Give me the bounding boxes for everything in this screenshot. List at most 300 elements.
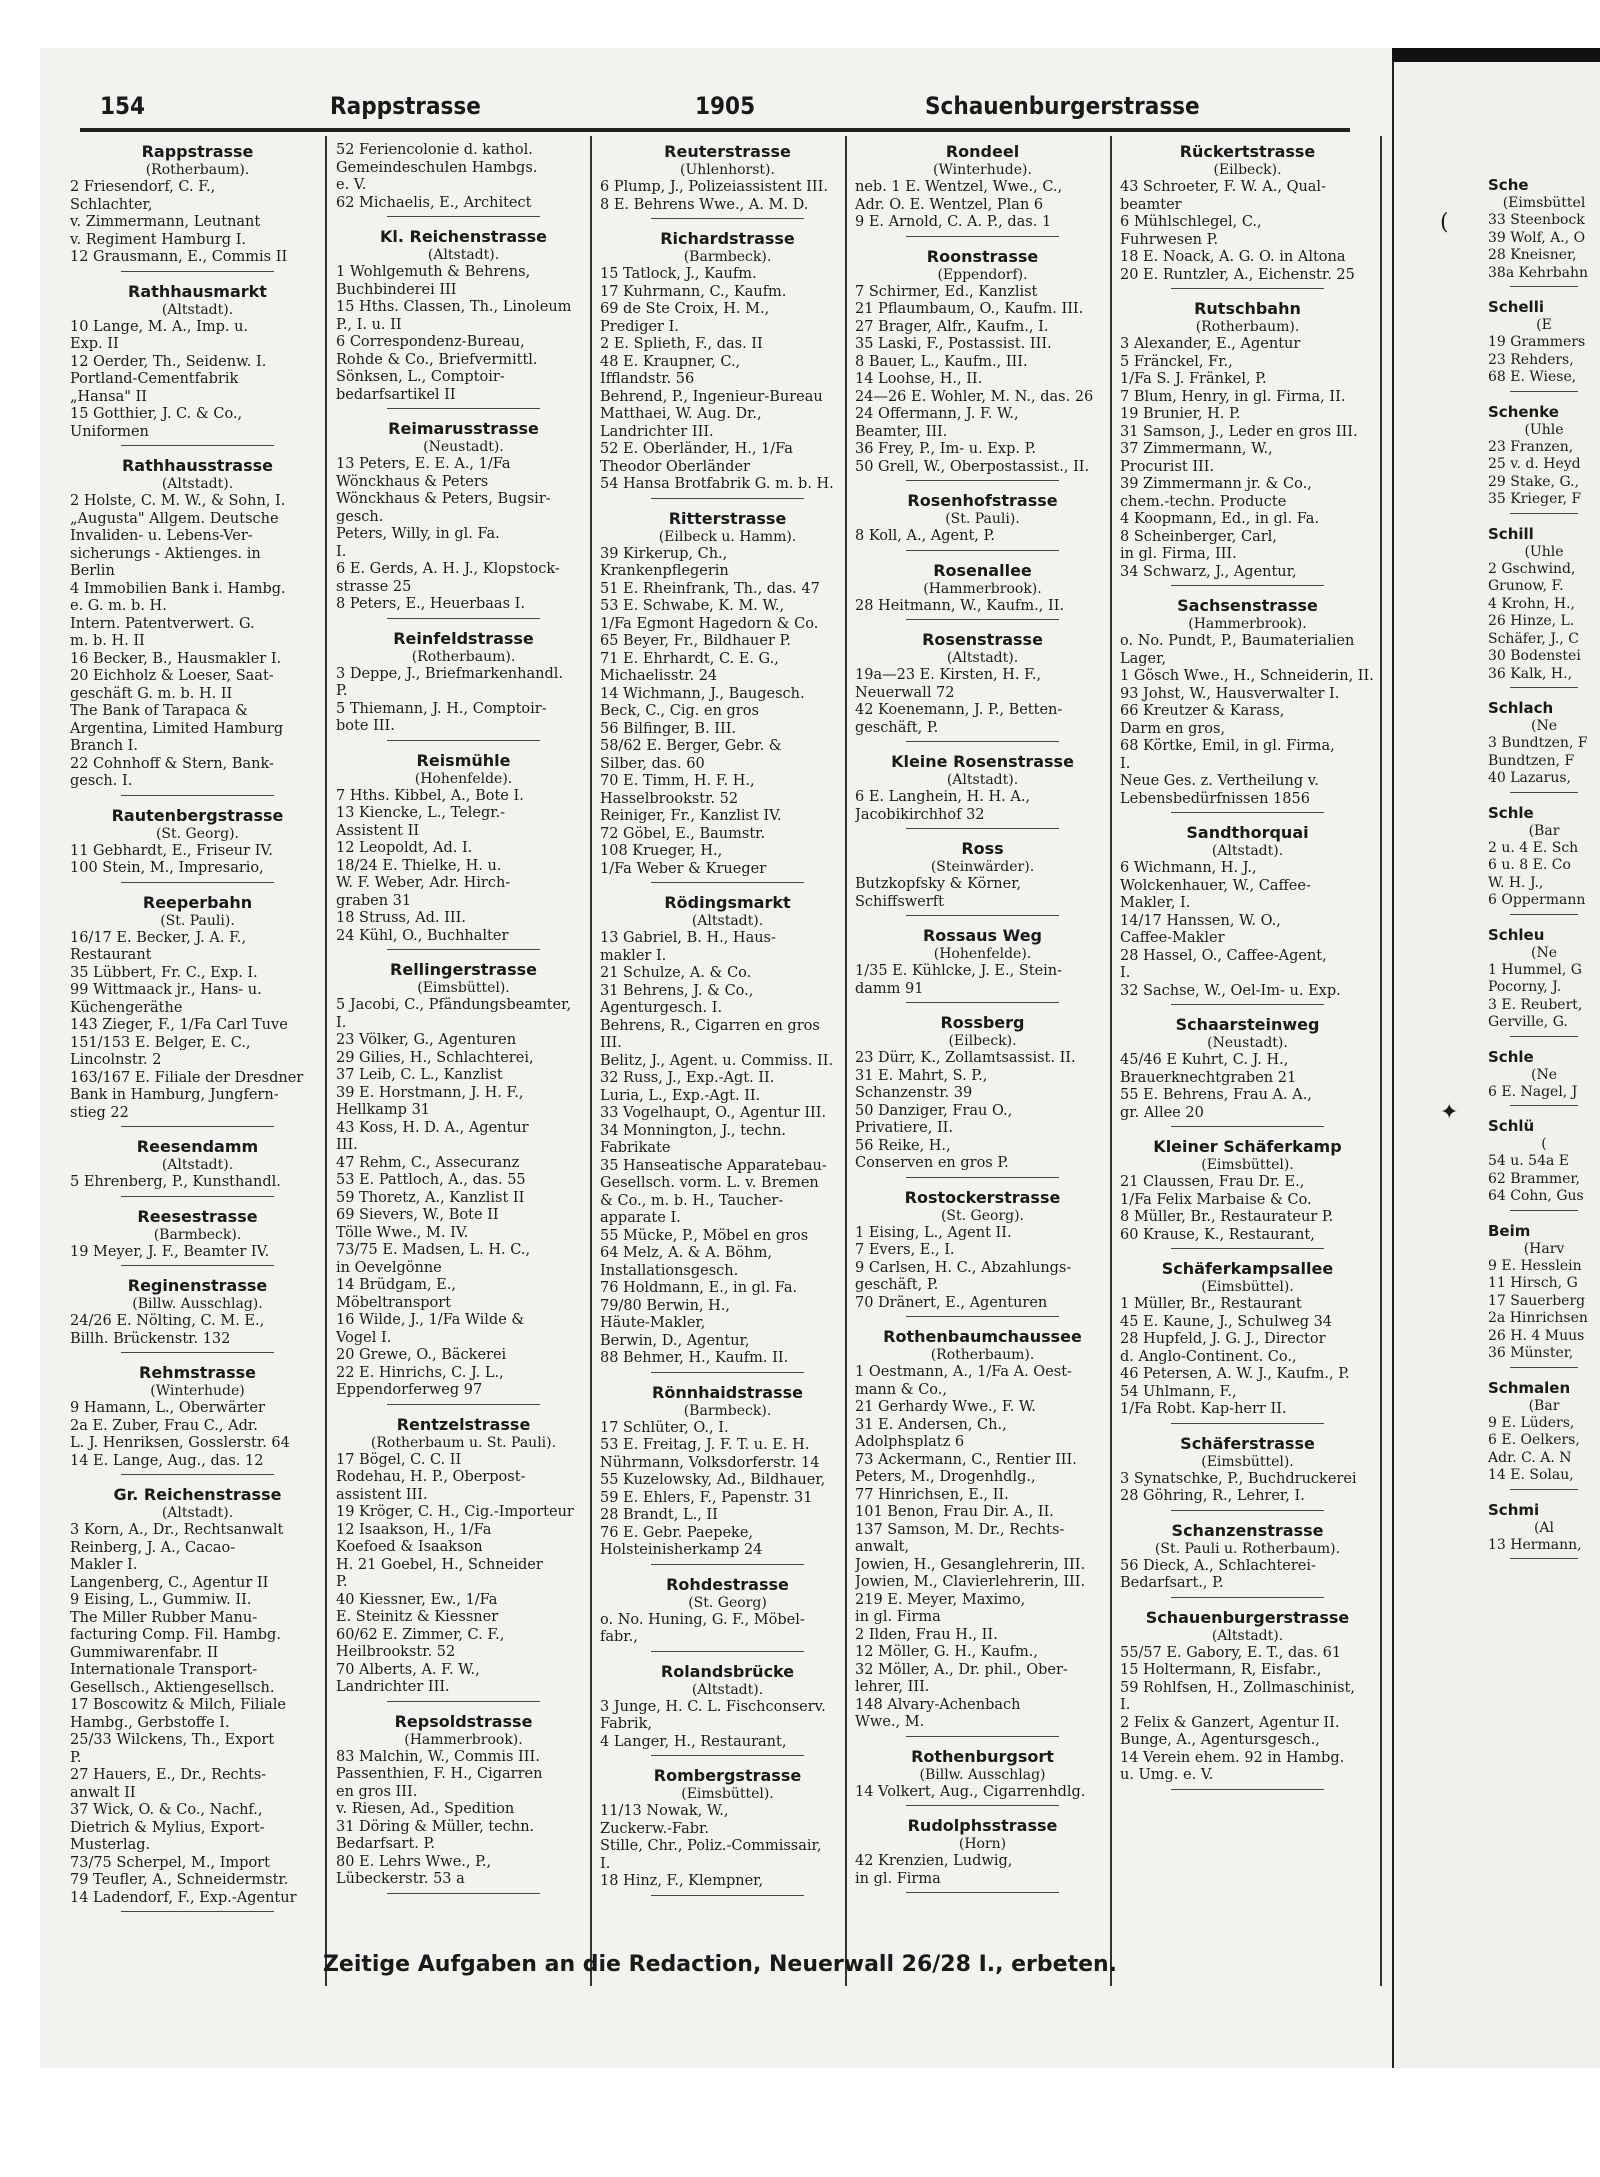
street-section: [1120, 142, 1375, 289]
directory-entry: 5 Thiemann, J. H., Comptoir-: [336, 700, 547, 717]
section-rule: [651, 218, 804, 219]
page-number: 154: [100, 92, 146, 120]
directory-entry: 30 Bodenstei: [1488, 648, 1581, 664]
district-name: (Ne: [1531, 1066, 1557, 1083]
directory-entry: Neuerwall 72: [855, 684, 955, 701]
directory-entry: assistent III.: [336, 1486, 428, 1503]
directory-entry: 28 Hassel, O., Caffee-Agent,: [1120, 947, 1327, 964]
directory-entry: 28 Brandt, L., II: [600, 1507, 718, 1523]
section-rule: [906, 1002, 1059, 1003]
directory-entry: Uniformen: [70, 423, 149, 440]
directory-entry: mann & Co.,: [855, 1381, 947, 1398]
street-section: [336, 227, 591, 409]
section-rule: [906, 236, 1059, 237]
directory-entry: 36 Münster,: [1488, 1345, 1574, 1361]
directory-entry: 23 Dürr, K., Zollamtsassist. II.: [855, 1050, 1076, 1066]
directory-entry: 68 E. Wiese,: [1488, 369, 1577, 385]
street-name: Schill: [1488, 524, 1534, 543]
section-rule: [121, 1196, 274, 1197]
directory-entry: 17 Kuhrmann, C., Kaufm.: [600, 283, 787, 300]
directory-entry: 32 Möller, A., Dr. phil., Ober-: [855, 1661, 1068, 1678]
directory-entry: Gummiwarenfabr. II: [70, 1644, 219, 1661]
district-name: (Neustadt).: [423, 439, 504, 455]
street-section: [1488, 803, 1600, 915]
directory-entry: 7 Hths. Kibbel, A., Bote I.: [336, 787, 524, 804]
directory-entry: 54 Hansa Brotfabrik G. m. b. H.: [600, 476, 834, 492]
directory-entry: 16 Wilde, J., 1/Fa Wilde &: [336, 1312, 525, 1328]
street-section: [855, 1188, 1110, 1318]
directory-entry: Silber, das. 60: [600, 755, 705, 772]
directory-entry: I.: [336, 1014, 347, 1031]
directory-entry: 8 Bauer, L., Kaufm., III.: [855, 353, 1028, 370]
directory-entry: 2 Friesendorf, C. F.,: [70, 179, 216, 195]
directory-entry: 15 Gotthier, J. C. & Co.,: [70, 406, 243, 422]
directory-entry: graben 31: [336, 892, 412, 909]
directory-entry: 14/17 Hanssen, W. O.,: [1120, 912, 1281, 929]
directory-entry: Fuhrwesen P.: [1120, 231, 1219, 248]
directory-entry: Neue Ges. z. Vertheilung v.: [1120, 773, 1319, 789]
street-name: Rathhausstrasse: [121, 456, 273, 475]
directory-entry: Peters, M., Drogenhdlg.,: [855, 1469, 1036, 1485]
directory-entry: P.: [336, 683, 348, 699]
section-rule: [1510, 792, 1577, 793]
directory-entry: 5 Ehrenberg, P., Kunsthandl.: [70, 1174, 281, 1190]
directory-entry: 29 Gilies, H., Schlachterei,: [336, 1049, 534, 1066]
street-name: Schaarsteinweg: [1175, 1015, 1320, 1034]
directory-entry: 34 Monnington, J., techn.: [600, 1122, 787, 1139]
section-rule: [387, 216, 540, 217]
directory-entry: 7 Blum, Henry, in gl. Firma, II.: [1120, 388, 1346, 405]
section-rule: [906, 1736, 1059, 1737]
street-section: [1488, 1221, 1600, 1368]
directory-entry: Restaurant: [70, 947, 152, 963]
directory-entry: Gemeindeschulen Hambgs.: [336, 159, 538, 176]
directory-entry: Belitz, J., Agent. u. Commiss. II.: [600, 1052, 834, 1069]
district-name: (Bar: [1528, 822, 1560, 839]
directory-entry: Makler, I.: [1120, 895, 1191, 911]
directory-entry: 19 Meyer, J. F., Beamter IV.: [70, 1243, 270, 1260]
directory-entry: Prediger I.: [600, 318, 679, 335]
directory-entry: 8 Koll, A., Agent, P.: [855, 528, 995, 544]
street-name: Rutschbahn: [1194, 299, 1301, 318]
directory-entry: 219 E. Meyer, Maximo,: [855, 1591, 1026, 1608]
directory-entry: m. b. H. II: [70, 633, 145, 649]
directory-entry: 42 Koenemann, J. P., Betten-: [855, 702, 1063, 718]
directory-entry: 39 E. Horstmann, J. H. F.,: [336, 1084, 524, 1101]
directory-entry: 14 Ladendorf, F., Exp.-Agentur: [70, 1889, 297, 1906]
street-name: Rosenstrasse: [922, 630, 1043, 649]
directory-entry: 5 Jacobi, C., Pfändungsbeamter,: [336, 997, 572, 1013]
page-header: [100, 92, 1330, 132]
directory-entry: anwalt,: [855, 1539, 910, 1555]
street-section: [1120, 1434, 1375, 1511]
directory-entry: Holsteinisherkamp 24: [600, 1542, 763, 1558]
directory-entry: 73/75 E. Madsen, L. H. C.,: [336, 1242, 531, 1258]
section-rule: [1171, 288, 1324, 289]
street-section: [1120, 1521, 1375, 1598]
directory-entry: 1 Gösch Wwe., H., Schneiderin, II.: [1120, 668, 1374, 684]
directory-entry: sicherungs - Aktienges. in: [70, 545, 261, 562]
district-name: (Al: [1533, 1519, 1555, 1536]
directory-entry: 2 Felix & Ganzert, Agentur II.: [1120, 1714, 1340, 1731]
district-name: (Altstadt).: [161, 1157, 234, 1173]
district-name: (Barmbeck).: [153, 1226, 242, 1243]
district-name: (Bar: [1528, 1397, 1560, 1414]
directory-entry: 35 Hanseatische Apparatebau-: [600, 1157, 827, 1174]
section-rule: [906, 1892, 1059, 1893]
directory-entry: 76 Holdmann, E., in gl. Fa.: [600, 1280, 798, 1296]
directory-entry: Langenberg, C., Agentur II: [70, 1574, 269, 1591]
section-rule: [1171, 1789, 1324, 1790]
district-name: (Barmbeck).: [683, 249, 772, 265]
directory-entry: 60/62 E. Zimmer, C. F.,: [336, 1626, 505, 1643]
street-section: [1488, 1047, 1600, 1107]
directory-entry: 12 Möller, G. H., Kaufm.,: [855, 1644, 1038, 1660]
directory-entry: 14 Brüdgam, E.,: [336, 1277, 456, 1293]
directory-entry: 1/35 E. Kühlcke, J. E., Stein-: [855, 963, 1063, 979]
directory-entry: 16/17 E. Becker, J. A. F.,: [70, 929, 247, 946]
directory-entry: 53 E. Pattloch, A., das. 55: [336, 1172, 526, 1188]
directory-entry: 16 Becker, B., Hausmakler I.: [70, 650, 282, 667]
street-section: [1488, 524, 1600, 689]
directory-entry: 55 Kuzelowsky, Ad., Bildhauer,: [600, 1472, 826, 1488]
directory-entry: 8 Peters, E., Heuerbaas I.: [336, 596, 525, 612]
directory-entry: 32 Russ, J., Exp.-Agt. II.: [600, 1070, 775, 1086]
directory-entry: 34 Schwarz, J., Agentur,: [1120, 563, 1297, 580]
directory-entry: Procurist III.: [1120, 458, 1215, 475]
district-name: (Eimsbüttel).: [1201, 1157, 1294, 1173]
section-rule: [1510, 1105, 1577, 1106]
directory-entry: Landrichter III.: [336, 1679, 450, 1695]
directory-entry: Invaliden- u. Lebens-Ver-: [70, 528, 253, 544]
margin-mark: ✦: [1440, 1100, 1459, 1125]
street-name: Rathhausmarkt: [128, 281, 267, 301]
directory-entry: 43 Schroeter, F. W. A., Qual-: [1120, 179, 1326, 195]
district-name: (Altstadt).: [427, 247, 500, 263]
left-running-title: Rappstrasse: [330, 92, 481, 120]
district-name: (Horn): [958, 1836, 1007, 1852]
directory-entry: 3 Junge, H. C. L. Fischconserv.: [600, 1698, 826, 1715]
district-name: (Winterhude).: [933, 162, 1032, 178]
section-rule: [121, 882, 274, 883]
directory-entry: P., I. u. II: [336, 316, 402, 333]
directory-entry: 6 u. 8 E. Co: [1488, 857, 1571, 873]
district-name: (Rotherbaum).: [145, 162, 250, 178]
street-section: [1488, 1116, 1600, 1211]
directory-entry: 17 Schlüter, O., I.: [600, 1419, 729, 1436]
street-name: Rothenbaumchaussee: [883, 1327, 1082, 1346]
column-5: [1120, 142, 1375, 1800]
directory-entry: 37 Zimmermann, W.,: [1120, 441, 1273, 457]
district-name: (Neustadt).: [1207, 1035, 1288, 1051]
street-name: Rückertstrasse: [1179, 142, 1316, 161]
directory-entry: en gros III.: [336, 1783, 418, 1800]
directory-entry: 26 H. 4 Muus: [1488, 1327, 1585, 1344]
directory-entry: 14 E. Solau,: [1488, 1467, 1574, 1483]
directory-entry: 76 E. Gebr. Paepeke,: [600, 1524, 754, 1541]
directory-entry: Musterlag.: [70, 1837, 151, 1853]
street-name: Rautenbergstrasse: [111, 805, 284, 825]
directory-entry: 55/57 E. Gabory, E. T., das. 61: [1120, 1644, 1342, 1661]
directory-entry: „Augusta" Allgem. Deutsche: [70, 510, 279, 527]
directory-entry: 1/Fa S. J. Fränkel, P.: [1120, 371, 1267, 387]
district-name: (Hohenfelde).: [933, 946, 1032, 962]
directory-entry: Dietrich & Mylius, Export-: [70, 1819, 265, 1836]
directory-entry: Gerville, G.: [1488, 1014, 1568, 1030]
directory-entry: III.: [600, 1035, 622, 1051]
directory-entry: 17 Bögel, C. C. II: [336, 1451, 462, 1468]
street-name: Schlach: [1488, 699, 1554, 717]
section-rule: [387, 949, 540, 950]
street-section: [70, 806, 325, 883]
directory-entry: Matthaei, W. Aug. Dr.,: [600, 406, 762, 422]
directory-entry: 93 Johst, W., Hausverwalter I.: [1120, 685, 1340, 702]
column-4: [855, 142, 1110, 1903]
directory-entry: 56 Reike, H.,: [855, 1137, 951, 1154]
directory-entry: Adr. C. A. N: [1488, 1449, 1572, 1466]
street-section: [855, 1747, 1110, 1807]
street-name: Richardstrasse: [660, 229, 795, 248]
section-rule: [1510, 687, 1577, 688]
directory-entry: Bank in Hamburg, Jungfern-: [70, 1087, 279, 1103]
directory-entry: 21 Schulze, A. & Co.: [600, 965, 752, 981]
directory-entry: lehrer, III.: [855, 1679, 930, 1695]
directory-entry: 45 E. Kaune, J., Schulweg 34: [1120, 1313, 1333, 1330]
district-name: (Eilbeck).: [1213, 162, 1282, 178]
directory-entry: 38a Kehrbahn: [1488, 264, 1589, 281]
directory-entry: 23 Franzen,: [1488, 438, 1574, 455]
district-name: (Altstadt).: [161, 1505, 234, 1521]
section-rule: [1171, 812, 1324, 813]
directory-entry: 15 Hths. Classen, Th., Linoleum: [336, 299, 572, 315]
directory-entry: Internationale Transport-: [70, 1662, 258, 1678]
section-rule: [651, 1755, 804, 1756]
district-name: (Winterhude): [150, 1383, 245, 1399]
directory-entry: Butzkopfsky & Körner,: [855, 876, 1022, 892]
directory-entry: 6 E. Langhein, H. H. A.,: [855, 789, 1031, 805]
street-section: [855, 926, 1110, 1003]
directory-entry: 9 E. Hesslein: [1488, 1257, 1582, 1274]
column-divider: [1110, 136, 1112, 1986]
directory-entry: 59 Thoretz, A., Kanzlist II: [336, 1189, 525, 1206]
directory-entry: 21 Pflaumbaum, O., Kaufm. III.: [855, 301, 1084, 317]
directory-entry: 1/Fa Egmont Hagedorn & Co.: [600, 615, 819, 632]
district-name: (St. Pauli u. Rotherbaum).: [1154, 1540, 1341, 1557]
directory-entry: Rodehau, H. P., Oberpost-: [336, 1469, 526, 1485]
section-rule: [906, 915, 1059, 916]
district-name: (Altstadt).: [161, 301, 234, 318]
directory-entry: 7 Evers, E., I.: [855, 1242, 955, 1258]
street-section: [855, 491, 1110, 551]
directory-entry: 13 Gabriel, B. H., Haus-: [600, 930, 776, 946]
directory-entry: 24 Kühl, O., Buchhalter: [336, 927, 509, 944]
street-section: [855, 561, 1110, 621]
street-name: Sandthorquai: [1186, 823, 1309, 842]
directory-entry: W. F. Weber, Adr. Hirch-: [336, 875, 511, 891]
district-name: (St. Georg): [688, 1594, 767, 1611]
section-rule: [651, 1651, 804, 1652]
directory-entry: The Bank of Tarapaca &: [70, 703, 248, 719]
directory-entry: damm 91: [855, 980, 924, 997]
directory-entry: 14 Verein ehem. 92 in Hambg.: [1120, 1749, 1345, 1766]
directory-entry: 69 de Ste Croix, H. M.,: [600, 301, 770, 317]
street-section: [336, 960, 591, 1405]
directory-entry: „Hansa" II: [70, 388, 147, 405]
street-section: [855, 1013, 1110, 1178]
directory-entry: 51 E. Rheinfrank, Th., das. 47: [600, 580, 820, 597]
district-name: (St. Georg).: [940, 1207, 1025, 1224]
district-name: (Eilbeck).: [948, 1033, 1017, 1049]
section-rule: [121, 1126, 274, 1127]
directory-entry: 31 E. Mahrt, S. P.,: [855, 1067, 988, 1084]
directory-entry: 18 Struss, Ad. III.: [336, 910, 466, 926]
directory-entry: & Co., m. b. H., Taucher-: [600, 1192, 784, 1209]
directory-entry: in gl. Firma: [855, 1609, 941, 1625]
directory-entry: 148 Alvary-Achenbach: [855, 1696, 1021, 1713]
directory-entry: 19a—23 E. Kirsten, H. F.,: [855, 667, 1042, 683]
directory-entry: 8 Müller, Br., Restaurateur P.: [1120, 1209, 1334, 1225]
district-name: (Hohenfelde).: [414, 770, 513, 787]
directory-entry: Exp. II: [70, 336, 119, 352]
directory-entry: Sönksen, L., Comptoir-: [336, 369, 505, 385]
directory-entry: I.: [336, 543, 347, 560]
directory-entry: o. No. Pundt, P., Baumaterialien: [1120, 633, 1355, 649]
directory-entry: W. H. J.,: [1488, 874, 1544, 891]
directory-entry: 2 Gschwind,: [1488, 560, 1576, 577]
directory-entry: 42 Krenzien, Ludwig,: [855, 1853, 1013, 1869]
street-name: Roonstrasse: [926, 246, 1039, 266]
directory-entry: Adr. O. E. Wentzel, Plan 6: [855, 196, 1044, 213]
directory-entry: Stille, Chr., Poliz.-Commissair,: [600, 1838, 822, 1854]
section-rule: [1510, 1367, 1577, 1368]
district-name: (Hammerbrook).: [923, 580, 1042, 597]
directory-entry: 108 Krueger, H.,: [600, 843, 723, 859]
directory-entry: 19 Kröger, C. H., Cig.-Importeur: [336, 1504, 574, 1520]
street-section: [855, 752, 1110, 829]
district-name: (Rotherbaum).: [411, 648, 516, 665]
directory-entry: gesch.: [336, 508, 384, 525]
directory-entry: 6 E. Oelkers,: [1488, 1432, 1580, 1448]
street-section: [600, 509, 855, 884]
district-name: (Uhle: [1524, 421, 1564, 438]
district-name: (Rotherbaum).: [930, 1347, 1035, 1363]
section-rule: [651, 498, 804, 499]
street-name: Schmi: [1488, 1500, 1540, 1519]
directory-entry: 13 Hermann,: [1488, 1536, 1582, 1553]
directory-entry: 8 E. Behrens Wwe., A. M. D.: [600, 196, 809, 213]
directory-entry: Tölle Wwe., M. IV.: [336, 1224, 469, 1241]
directory-entry: 101 Benon, Frau Dir. A., II.: [855, 1504, 1054, 1520]
directory-entry: 72 Göbel, E., Baumstr.: [600, 825, 766, 842]
directory-entry: 53 E. Schwabe, K. M. W.,: [600, 598, 785, 614]
directory-entry: 21 Gerhardy Wwe., F. W.: [855, 1399, 1036, 1415]
directory-entry: 12 Oerder, Th., Seidenw. I.: [70, 353, 267, 370]
street-name: Kl. Reichenstrasse: [379, 227, 548, 246]
directory-entry: 14 Loohse, H., II.: [855, 371, 983, 387]
directory-entry: 32 Sachse, W., Oel-Im- u. Exp.: [1120, 982, 1341, 999]
directory-entry: Grunow, F.: [1488, 578, 1564, 594]
directory-entry: Behrend, P., Ingenieur-Bureau: [600, 388, 823, 405]
directory-entry: 70 Dränert, E., Agenturen: [855, 1294, 1048, 1311]
directory-entry: 3 E. Reubert,: [1488, 996, 1583, 1013]
section-rule: [651, 1372, 804, 1373]
directory-entry: 37 Wick, O. & Co., Nachf.,: [70, 1802, 263, 1818]
directory-entry: Michaelisstr. 24: [600, 668, 718, 684]
directory-entry: 27 Hauers, E., Dr., Rechts-: [70, 1767, 267, 1783]
directory-entry: Assistent II: [336, 822, 420, 839]
street-name: Schlü: [1488, 1117, 1535, 1135]
street-section: [855, 247, 1110, 482]
directory-entry: E. Steinitz & Kiessner: [336, 1609, 499, 1625]
directory-entry: 27 Brager, Alfr., Kaufm., I.: [855, 318, 1049, 335]
directory-entry: Rohde & Co., Briefvermittl.: [336, 351, 538, 368]
directory-entry: facturing Comp. Fil. Hambg.: [70, 1627, 281, 1643]
right-running-title: Schauenburgerstrasse: [925, 92, 1200, 120]
directory-entry: 65 Beyer, Fr., Bildhauer P.: [600, 633, 791, 649]
directory-entry: 83 Malchin, W., Commis III.: [336, 1748, 540, 1765]
street-section: [600, 893, 855, 1373]
directory-entry: 4 Langer, H., Restaurant,: [600, 1733, 787, 1750]
street-section: [855, 1816, 1110, 1893]
directory-entry: Agenturgesch. I.: [600, 1000, 723, 1016]
street-name: Rosenhofstrasse: [907, 491, 1058, 510]
directory-entry: H. 21 Goebel, H., Schneider: [336, 1556, 543, 1573]
directory-entry: 3 Alexander, E., Agentur: [1120, 336, 1301, 352]
street-name: Rönnhaidstrasse: [652, 1382, 803, 1402]
directory-entry: 73 Ackermann, C., Rentier III.: [855, 1451, 1077, 1468]
directory-entry: 5 Fränckel, Fr.,: [1120, 353, 1233, 370]
section-rule: [906, 619, 1059, 620]
directory-entry: 10 Lange, M. A., Imp. u.: [70, 318, 249, 335]
directory-entry: 1 Eising, L., Agent II.: [855, 1224, 1012, 1241]
street-section: [600, 229, 855, 499]
directory-entry: anwalt II: [70, 1784, 136, 1801]
directory-entry: 4 Immobilien Bank i. Hambg.: [70, 580, 286, 597]
street-name: Ritterstrasse: [668, 508, 787, 528]
directory-entry: 56 Dieck, A., Schlachterei-: [1120, 1557, 1316, 1574]
directory-entry: 19 Brunier, H. P.: [1120, 406, 1241, 422]
column-2: [336, 142, 591, 1904]
directory-entry: Koefoed & Isaakson: [336, 1539, 483, 1555]
section-rule: [1171, 1248, 1324, 1249]
district-name: (Billw. Ausschlag).: [132, 1296, 263, 1312]
section-rule: [1510, 1036, 1577, 1037]
section-rule: [906, 480, 1059, 481]
district-name: (Altstadt).: [691, 1681, 764, 1698]
section-rule: [1171, 1126, 1324, 1127]
street-name: Rappstrasse: [141, 142, 254, 161]
street-name: Rohdestrasse: [666, 1574, 789, 1594]
directory-entry: 9 Eising, L., Gummiw. II.: [70, 1592, 252, 1608]
directory-entry: 43 Koss, H. D. A., Agentur: [336, 1119, 529, 1136]
margin-mark: (: [1440, 210, 1449, 235]
directory-entry: Schäfer, J., C: [1488, 630, 1579, 647]
directory-entry: Landrichter III.: [600, 423, 714, 440]
district-name: (St. Pauli).: [160, 912, 235, 929]
directory-entry: 12 Grausmann, E., Commis II: [70, 249, 288, 265]
street-name: Schenke: [1488, 402, 1559, 421]
street-section: [336, 142, 591, 217]
section-rule: [906, 550, 1059, 551]
street-section: [600, 1575, 855, 1652]
street-section: [70, 893, 325, 1128]
district-name: (Ne: [1531, 718, 1557, 734]
directory-entry: 26 Hinze, L.: [1488, 613, 1575, 629]
street-name: Sachsenstrasse: [1177, 596, 1318, 615]
street-name: Schäferkampsallee: [1161, 1259, 1334, 1278]
street-name: Rellingerstrasse: [390, 960, 537, 979]
directory-entry: 60 Krause, K., Restaurant,: [1120, 1226, 1315, 1243]
